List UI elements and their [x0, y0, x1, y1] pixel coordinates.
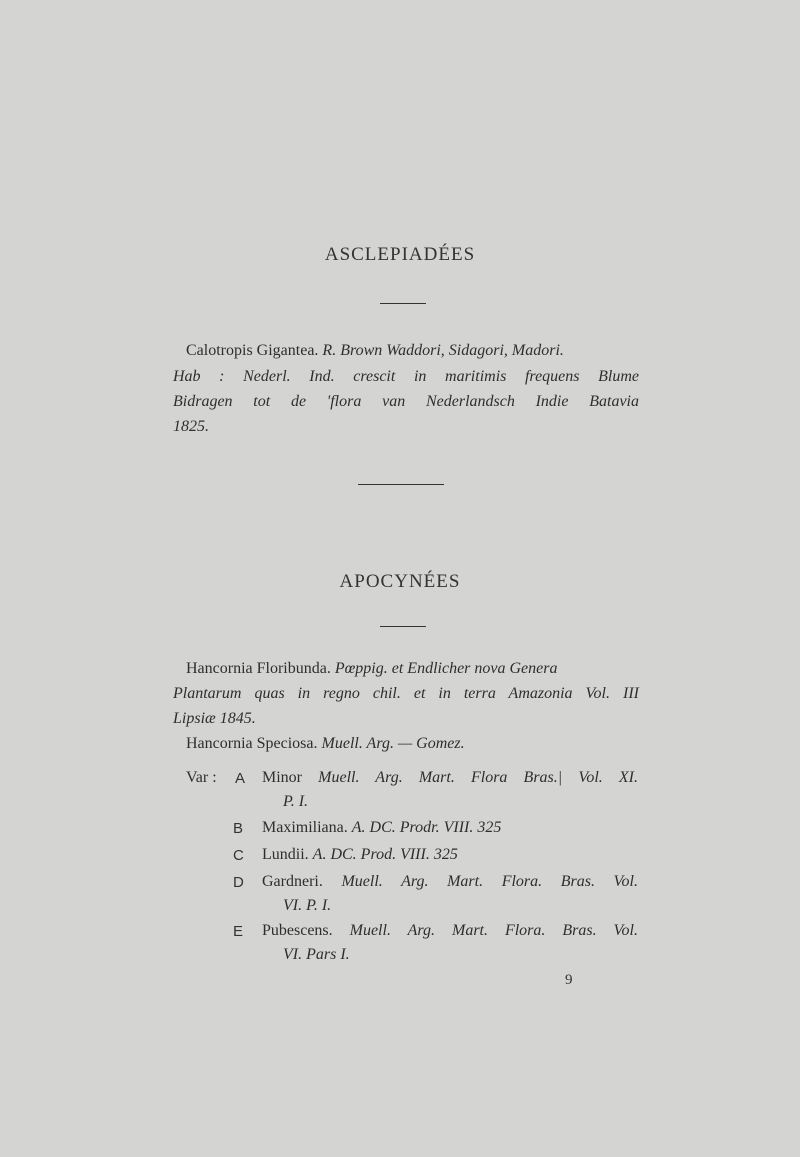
section-heading-apocynees: APOCYNÉES: [339, 571, 461, 592]
entry-line: 1825.: [173, 418, 209, 435]
page-number: 9: [565, 972, 573, 988]
entry-line: Plantarum quas in regno chil. et in terra Amazonia Vol. III: [173, 685, 639, 702]
variety-letter: D: [233, 874, 244, 891]
variety-ref-cont: P. I.: [283, 793, 309, 810]
variety-name: Gardneri.: [262, 873, 323, 890]
section-heading-asclepiadees: ASCLEPIADÉES: [324, 244, 476, 265]
variety-ref-cont: VI. Pars I.: [283, 946, 350, 963]
genus-name: Hancornia Floribunda.: [186, 660, 331, 677]
citation: Muell. Arg. — Gomez.: [321, 735, 465, 752]
variety-line: [262, 921, 638, 941]
variety-name: Maximiliana.: [262, 819, 348, 836]
variety-ref: A. DC. Prod. VIII. 325: [312, 846, 458, 863]
entry-line: Hab : Nederl. Ind. crescit in maritimis frequens Blume: [173, 368, 639, 385]
section-divider: [358, 484, 444, 485]
genus-name: Calotropis Gigantea.: [186, 342, 319, 359]
variety-letter: C: [233, 847, 244, 864]
variety-ref: Muell. Arg. Mart. Flora Bras.| Vol. XI.: [318, 769, 638, 786]
entry-line: [186, 734, 465, 754]
variety-line: [262, 845, 458, 865]
heading-rule: [380, 303, 426, 304]
entry-line: Bidragen tot de 'flora van Nederlandsch Indie Batavia: [173, 393, 639, 410]
variety-line: [262, 768, 638, 788]
entry-line: [186, 341, 639, 361]
var-label: Var :: [186, 769, 217, 786]
variety-ref: Muell. Arg. Mart. Flora. Bras. Vol.: [341, 873, 639, 890]
variety-ref-cont: VI. P. I.: [283, 897, 332, 914]
variety-line: [262, 872, 638, 892]
variety-name: Pubescens.: [262, 922, 333, 939]
variety-letter: B: [233, 820, 244, 837]
variety-ref: Muell. Arg. Mart. Flora. Bras. Vol.: [349, 922, 638, 939]
entry-line: Lipsiæ 1845.: [173, 710, 256, 727]
entry-line: [186, 659, 639, 679]
variety-letter: A: [235, 770, 246, 787]
variety-line: [262, 818, 501, 838]
variety-name: Minor: [262, 769, 302, 786]
variety-ref: A. DC. Prodr. VIII. 325: [351, 819, 502, 836]
citation: Pœppig. et Endlicher nova Genera: [334, 660, 558, 677]
genus-name: Hancornia Speciosa.: [186, 735, 318, 752]
citation: R. Brown Waddori, Sidagori, Madori.: [322, 342, 564, 359]
variety-name: Lundii.: [262, 846, 309, 863]
heading-rule: [380, 626, 426, 627]
variety-letter: E: [233, 923, 244, 940]
